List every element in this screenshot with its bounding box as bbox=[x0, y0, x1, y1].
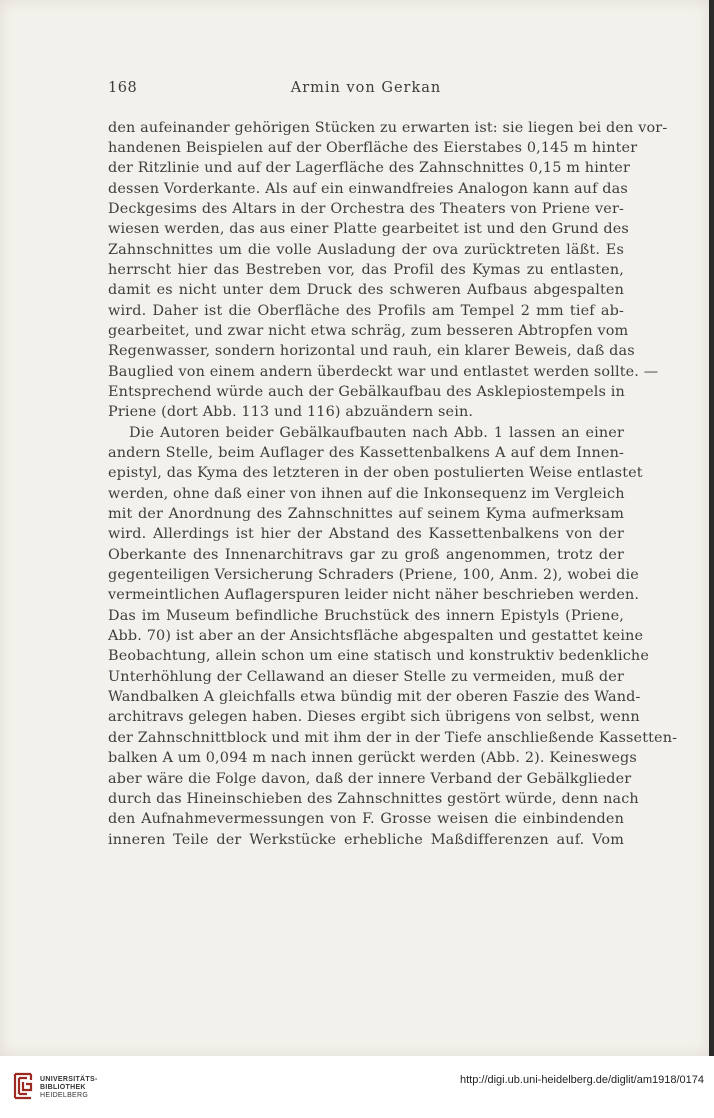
text-line: gearbeitet, und zwar nicht etwa schräg, zum besseren Abtropfen vom bbox=[108, 322, 629, 339]
page-number: 168 bbox=[108, 80, 138, 96]
text-line: Zahnschnittes um die volle Ausladung der ova zurücktreten läßt. Es bbox=[108, 241, 624, 258]
text-line: gegenteiligen Versicherung Schraders (Priene, 100, Anm. 2), wobei die bbox=[108, 567, 639, 584]
text-line: wiesen werden, das aus einer Platte gearbeitet ist und den Grund des bbox=[108, 221, 629, 238]
text-line: dessen Vorderkante. Als auf ein einwandfreies Analogon kann auf das bbox=[108, 180, 628, 197]
text-line: Deckgesims des Altars in der Orchestra des Theaters von Priene ver- bbox=[108, 200, 624, 217]
text-line: wird. Allerdings ist hier der Abstand des Kassettenbalkens von der bbox=[108, 526, 624, 543]
text-line: andern Stelle, beim Auflager des Kassettenbalkens A auf dem Innen- bbox=[108, 445, 624, 461]
text-line: damit es nicht unter dem Druck des schweren Aufbaus abgespalten bbox=[108, 282, 624, 299]
text-line: Abb. 70) ist aber an der Ansichtsfläche abgespalten und gestattet keine bbox=[108, 628, 644, 645]
text-line: aber wäre die Folge davon, daß der innere Verband der Gebälkglieder bbox=[108, 770, 632, 787]
text-line: den Aufnahmevermessungen von F. Grosse weisen die einbindenden bbox=[108, 811, 624, 828]
text-line: werden, ohne daß einer von ihnen auf die Inkonsequenz im Vergleich bbox=[108, 485, 625, 502]
page-header bbox=[108, 80, 624, 102]
text-line: Regenwasser, sondern horizontal und rauh, ein klarer Beweis, daß das bbox=[108, 343, 635, 360]
text-line: Entsprechend würde auch der Gebälkaufbau des Asklepiostempels in bbox=[108, 383, 625, 400]
institution-name bbox=[40, 1076, 98, 1100]
text-line: durch das Hineinschieben des Zahnschnittes gestört würde, denn nach bbox=[108, 790, 639, 807]
institution-line: HEIDELBERG bbox=[40, 1092, 89, 1099]
text-line: herrscht hier das Bestreben vor, das Profil des Kymas zu entlasten, bbox=[108, 261, 624, 278]
text-line: inneren Teile der Werkstücke erhebliche Maßdifferenzen auf. Vom bbox=[108, 831, 624, 848]
body-text bbox=[108, 118, 678, 850]
running-head: Armin von Gerkan bbox=[290, 80, 442, 96]
text-line: wird. Daher ist die Oberfläche des Profils am Tempel 2 mm tief ab- bbox=[108, 302, 624, 319]
footer-bar bbox=[0, 1056, 714, 1118]
text-line: Oberkante des Innenarchitravs gar zu groß angenommen, trotz der bbox=[108, 546, 624, 563]
text-line: architravs gelegen haben. Dieses ergibt sich übrigens von selbst, wenn bbox=[108, 709, 640, 726]
text-line: Priene (dort Abb. 113 und 116) abzuändern sein. bbox=[108, 404, 474, 421]
text-line: Unterhöhlung der Cellawand an dieser Stelle zu vermeiden, muß der bbox=[108, 668, 624, 685]
text-line: Wandbalken A gleichfalls etwa bündig mit der oberen Faszie des Wand- bbox=[108, 689, 641, 706]
source-url-link[interactable]: http://digi.ub.uni-heidelberg.de/diglit/am1918/0174 bbox=[459, 1074, 704, 1086]
text-line: der Ritzlinie und auf der Lagerfläche des Zahnschnittes 0,15 m hinter bbox=[108, 160, 631, 177]
institution-line: UNIVERSITÄTS- bbox=[40, 1076, 98, 1083]
text-line: balken A um 0,094 m nach innen gerückt werden (Abb. 2). Keineswegs bbox=[108, 750, 637, 767]
text-line: epistyl, das Kyma des letzteren in der oben postulierten Weise entlastet bbox=[108, 465, 643, 482]
text-line: vermeintlichen Auflagerspuren leider nicht näher beschrieben werden. bbox=[108, 587, 640, 604]
text-line: handenen Beispielen auf der Oberfläche des Eierstabes 0,145 m hinter bbox=[108, 139, 638, 156]
text-line: den aufeinander gehörigen Stücken zu erwarten ist: sie liegen bei den vor- bbox=[108, 119, 668, 136]
scan-edge bbox=[709, 0, 714, 1056]
institution-line: BIBLIOTHEK bbox=[40, 1084, 86, 1091]
text-line: Das im Museum befindliche Bruchstück des innern Epistyls (Priene, bbox=[108, 607, 624, 624]
library-logo-icon bbox=[10, 1070, 36, 1102]
text-line: mit der Anordnung des Zahnschnittes auf seinem Kyma aufmerksam bbox=[108, 506, 624, 523]
text-line: Beobachtung, allein schon um eine statisch und konstruktiv bedenkliche bbox=[108, 648, 649, 665]
text-line: der Zahnschnittblock und mit ihm der in der Tiefe anschließende Kassetten- bbox=[108, 729, 678, 746]
text-line: Die Autoren beider Gebälkaufbauten nach Abb. 1 lassen an einer bbox=[129, 424, 624, 441]
text-line: Bauglied von einem andern überdeckt war und entlastet werden sollte. — bbox=[108, 363, 659, 380]
